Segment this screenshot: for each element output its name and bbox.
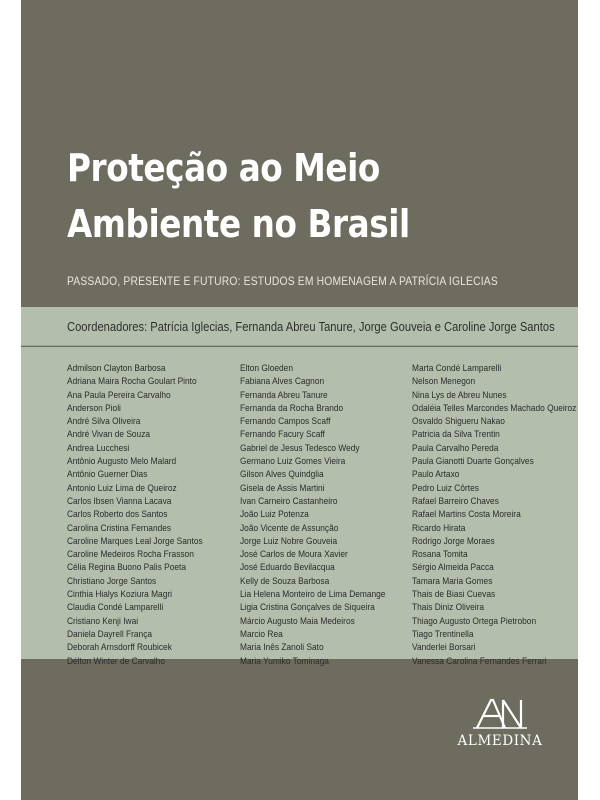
author-name: Admilson Clayton Barbosa xyxy=(67,363,166,374)
author-name: Rosana Tomita xyxy=(412,549,468,561)
author-name: Tamara Maria Gomes xyxy=(412,575,493,587)
author-name: Elton Gloeden xyxy=(240,363,293,374)
book-subtitle: PASSADO, PRESENTE E FUTURO: ESTUDOS EM HOMENAGEM A PATRÍCIA IGLECIAS xyxy=(67,274,498,288)
title-line-1: Proteção ao Meio xyxy=(67,146,380,190)
book-title xyxy=(67,140,480,252)
author-name: Márcio Augusto Maia Medeiros xyxy=(240,615,355,627)
author-name: Cinthia Hialys Koziura Magri xyxy=(67,589,173,601)
author-name: Gabriel de Jesus Tedesco Wedy xyxy=(240,442,360,454)
author-name: Antônio Guerner Dias xyxy=(67,469,148,481)
publisher-logo xyxy=(445,697,555,757)
author-name: Ricardo Hirata xyxy=(412,522,466,534)
author-name: Célia Regina Buono Palis Poeta xyxy=(67,562,186,574)
author-name: Osvaldo Shigueru Nakao xyxy=(412,416,505,428)
author-name: José Carlos de Moura Xavier xyxy=(240,549,348,561)
author-name: Deborah Arnsdorff Roubicek xyxy=(67,642,172,654)
author-name: Cristiano Kenji Iwai xyxy=(67,615,139,627)
author-name: Germano Luiz Gomes Vieira xyxy=(240,456,346,468)
author-name: Carolina Cristina Fernandes xyxy=(67,522,172,534)
coordinators-band xyxy=(21,307,578,346)
author-name: Ivan Carneiro Castanheiro xyxy=(240,495,338,507)
author-name: André Vivan de Souza xyxy=(67,429,151,441)
author-name: João Vicente de Assunção xyxy=(240,522,339,534)
author-name: Vanessa Carolina Fernandes Ferrari xyxy=(412,655,547,667)
author-name: Christiano Jorge Santos xyxy=(67,575,157,587)
author-name: Fernanda Abreu Tanure xyxy=(240,389,328,401)
author-name: Caroline Marques Leal Jorge Santos xyxy=(67,535,203,547)
author-name: Gisela de Assis Martini xyxy=(240,482,325,494)
author-name: Maria Inês Zanoli Sato xyxy=(240,642,324,654)
author-name: Marcio Rea xyxy=(240,628,283,640)
author-name: Fernando Campos Scaff xyxy=(240,416,331,428)
author-name: Rafael Martins Costa Moreira xyxy=(412,509,521,521)
author-name: Thiago Augusto Ortega Pietrobon xyxy=(412,615,537,627)
author-name: Sérgio Almeida Pacca xyxy=(412,562,494,574)
author-name: Thais Diniz Oliveira xyxy=(412,602,485,614)
coordinators-text: Coordenadores: Patrícia Iglecias, Fernanda Abreu Tanure, Jorge Gouveia e Caroline Jorge Santos xyxy=(67,319,555,334)
authors-column-2 xyxy=(240,362,405,668)
title-line-2: Ambiente no Brasil xyxy=(67,202,410,246)
author-name: Anderson Pioli xyxy=(67,402,121,414)
author-name: Nina Lys de Abreu Nunes xyxy=(412,389,507,401)
authors-column-1 xyxy=(67,362,221,668)
author-name: Fernanda da Rocha Brando xyxy=(240,402,344,414)
author-name: Paula Carvalho Pereda xyxy=(412,442,499,454)
author-name: Claudia Condé Lamparelli xyxy=(67,602,164,614)
author-name: Paula Gianotti Duarte Gonçalves xyxy=(412,456,534,468)
author-name: Fabiana Alves Cagnon xyxy=(240,376,325,388)
author-name: Fernando Facury Scaff xyxy=(240,429,325,441)
author-name: Odaléia Telles Marcondes Machado Queiroz xyxy=(412,402,577,414)
author-name: Rafael Barreiro Chaves xyxy=(412,495,499,507)
author-name: Carlos Roberto dos Santos xyxy=(67,509,168,521)
author-name: Jorge Luiz Nobre Gouveia xyxy=(240,535,338,547)
author-name: Maria Yumiko Tominaga xyxy=(240,655,329,667)
author-name: Patricia da Silva Trentin xyxy=(412,429,500,441)
author-name: Thais de Biasi Cuevas xyxy=(412,589,496,601)
authors-band xyxy=(21,347,578,667)
almedina-logo-icon xyxy=(473,697,527,731)
author-name: Tiago Trentinella xyxy=(412,628,474,640)
author-name: Kelly de Souza Barbosa xyxy=(240,575,330,587)
author-name: João Luiz Potenza xyxy=(240,509,309,521)
book-cover xyxy=(21,0,578,800)
author-name: Ana Paula Pereira Carvalho xyxy=(67,389,171,401)
publisher-name: ALMEDINA xyxy=(457,733,543,749)
author-name: Pedro Luiz Côrtes xyxy=(412,482,479,494)
author-name: Andrea Lucchesi xyxy=(67,442,130,454)
author-name: Marta Condé Lamparelli xyxy=(412,363,502,374)
author-name: José Eduardo Bevilacqua xyxy=(240,562,335,574)
author-name: Daniela Dayrell França xyxy=(67,628,153,640)
author-name: Adriana Maira Rocha Goulart Pinto xyxy=(67,376,197,388)
author-name: Gilson Alves Quindglia xyxy=(240,469,324,481)
author-name: Rodrigo Jorge Moraes xyxy=(412,535,495,547)
author-name: Nelson Menegon xyxy=(412,376,476,388)
author-name: Antonio Luiz Lima de Queiroz xyxy=(67,482,177,494)
authors-column-3 xyxy=(412,362,578,668)
author-name: Vanderlei Borsari xyxy=(412,642,476,654)
author-name: Ligia Cristina Gonçalves de Siqueira xyxy=(240,602,375,614)
author-name: Carlos Ibsen Vianna Lacava xyxy=(67,495,172,507)
author-name: Délton Winter de Carvalho xyxy=(67,655,166,667)
author-name: Lia Helena Monteiro de Lima Demange xyxy=(240,589,386,601)
author-name: Antônio Augusto Melo Malard xyxy=(67,456,177,468)
author-name: André Silva Oliveira xyxy=(67,416,141,428)
author-name: Caroline Medeiros Rocha Frasson xyxy=(67,549,194,561)
author-name: Paulo Artaxo xyxy=(412,469,460,481)
